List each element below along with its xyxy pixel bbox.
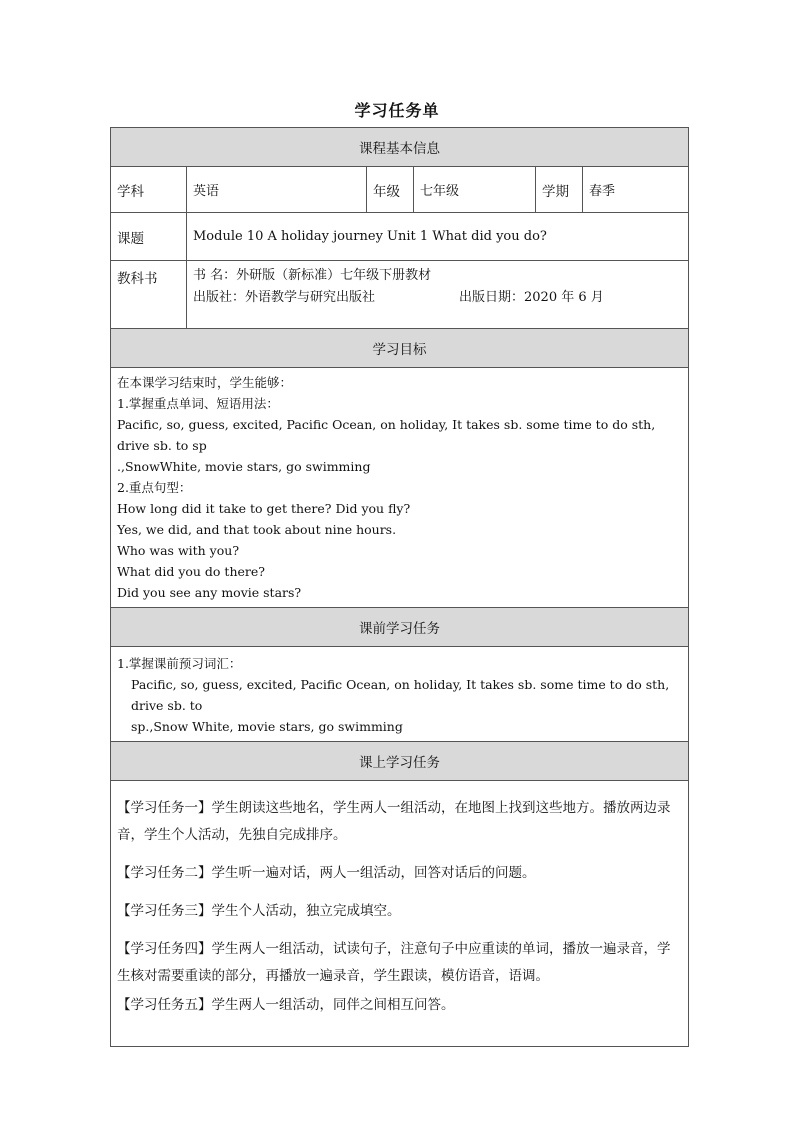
subject-value: 英语 xyxy=(187,167,367,213)
goals-item2-title: 2.重点句型： xyxy=(117,480,192,495)
section-title: 课前学习任务 xyxy=(111,608,689,647)
sentence: Did you see any movie stars? xyxy=(117,585,302,600)
pre-class-words-line-b: sp.,Snow White, movie stars, go swimming xyxy=(131,719,403,734)
goals-content xyxy=(111,368,689,608)
section-header-in-class xyxy=(111,742,689,781)
publisher-text: 出版社：外语教学与研究出版社 xyxy=(193,290,376,305)
task-item: 【学习任务三】学生个人活动，独立完成填空。 xyxy=(117,903,401,919)
basic-info-row xyxy=(111,167,689,213)
task-item: 【学习任务二】学生听一遍对话，两人一组活动，回答对话后的问题。 xyxy=(117,865,536,881)
pre-class-row xyxy=(111,647,689,742)
task-sheet-table xyxy=(110,127,689,1047)
section-title: 学习目标 xyxy=(111,329,689,368)
goals-item1-title: 1.掌握重点单词、短语用法： xyxy=(117,396,279,411)
topic-row xyxy=(111,213,689,261)
publisher-date-line xyxy=(193,287,682,309)
section-title: 课程基本信息 xyxy=(111,128,689,167)
topic-label: 课题 xyxy=(111,213,187,261)
term-value: 春季 xyxy=(583,167,689,213)
grade-value: 七年级 xyxy=(414,167,536,213)
sentence: Yes, we did, and that took about nine hours. xyxy=(117,522,397,537)
sentence: What did you do there? xyxy=(117,564,265,579)
goals-words-line-b: .,SnowWhite, movie stars, go swimming xyxy=(117,459,371,474)
task-item: 【学习任务一】学生朗读这些地名，学生两人一组活动，在地图上找到这些地方。播放两边录音，学生个人活动，先独自完成排序。 xyxy=(117,800,671,843)
subject-label: 学科 xyxy=(111,167,187,213)
publish-date-text: 出版日期：2020 年 6 月 xyxy=(459,290,604,305)
sentence: How long did it take to get there? Did you fly? xyxy=(117,501,411,516)
goals-row xyxy=(111,368,689,608)
in-class-content xyxy=(111,781,689,1047)
topic-value: Module 10 A holiday journey Unit 1 What did you do? xyxy=(187,213,689,261)
textbook-row xyxy=(111,261,689,329)
section-title: 课上学习任务 xyxy=(111,742,689,781)
book-name-line: 书 名：外研版（新标准）七年级下册教材 xyxy=(193,268,432,283)
sentence: Who was with you? xyxy=(117,543,240,558)
page-title: 学习任务单 xyxy=(354,101,440,120)
pre-class-content xyxy=(111,647,689,742)
goals-intro: 在本课学习结束时，学生能够： xyxy=(117,375,293,390)
task-item: 【学习任务四】学生两人一组活动，试读句子，注意句子中应重读的单词，播放一遍录音，学生核对需要重读的部分，再播放一遍录音，学生跟读，模仿语音，语调。 xyxy=(117,941,671,984)
pre-class-words-line-a: Pacific, so, guess, excited, Pacific Ocean, on holiday, It takes sb. some time to do sth, drive sb. to xyxy=(131,677,670,713)
section-header-basic-info xyxy=(111,128,689,167)
in-class-row xyxy=(111,781,689,1047)
grade-label: 年级 xyxy=(367,167,414,213)
pre-class-item1-title: 1.掌握课前预习词汇： xyxy=(117,656,242,671)
textbook-label: 教科书 xyxy=(111,261,187,329)
goals-words-line-a: Pacific, so, guess, excited, Pacific Ocean, on holiday, It takes sb. some time to do sth, drive sb. to sp xyxy=(117,417,656,453)
section-header-goals xyxy=(111,329,689,368)
textbook-info xyxy=(187,261,689,329)
term-label: 学期 xyxy=(536,167,583,213)
section-header-pre-class xyxy=(111,608,689,647)
task-item: 【学习任务五】学生两人一组活动，同伴之间相互问答。 xyxy=(117,997,455,1013)
